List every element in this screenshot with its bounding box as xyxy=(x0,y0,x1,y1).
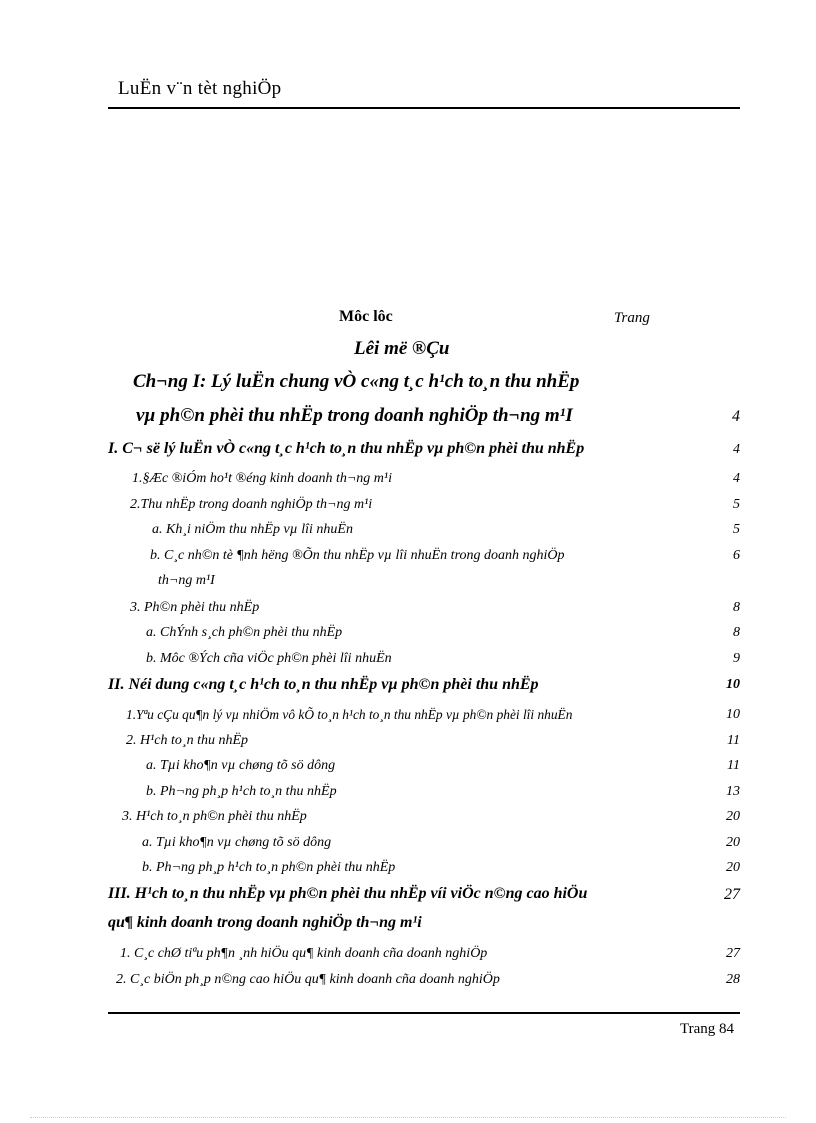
toc-section-heading: III. H¹ch to¸n thu nhËp vµ ph©n phèi thu nhËp víi viÖc n©ng cao hiÖu xyxy=(108,885,588,902)
toc-heading: Môc lôc xyxy=(339,308,393,325)
toc-page-number: 20 xyxy=(726,835,740,850)
toc-item: b. Ph¬ng ph¸p h¹ch to¸n ph©n phèi thu nhËp xyxy=(142,860,396,875)
toc-page-number: 4 xyxy=(732,408,740,425)
toc-page-column-heading: Trang xyxy=(614,310,650,326)
toc-page-number: 10 xyxy=(726,707,740,722)
toc-page-number: 20 xyxy=(726,860,740,875)
toc-page-number: 28 xyxy=(726,972,740,987)
toc-item: 2.Thu nhËp trong doanh nghiÖp th¬ng m¹i xyxy=(130,497,373,512)
toc-page-number: 8 xyxy=(733,625,740,640)
toc-section-heading: I. C¬ së lý luËn vÒ c«ng t¸c h¹ch to¸n thu nhËp vµ ph©n phèi thu nhËp xyxy=(108,440,585,457)
toc-page-number: 10 xyxy=(726,677,740,692)
toc-page-number: 8 xyxy=(733,600,740,615)
toc-section-heading-cont: qu¶ kinh doanh trong doanh nghiÖp th¬ng m¹i xyxy=(108,914,422,931)
toc-item: 3. Ph©n phèi thu nhËp xyxy=(130,600,260,615)
toc-item: b. Môc ®Ých cña viÖc ph©n phèi lîi nhuËn xyxy=(146,651,392,666)
toc-item: 1. C¸c chØ tiªu ph¶n ¸nh hiÖu qu¶ kinh doanh cña doanh nghiÖp xyxy=(120,946,488,961)
toc-item: a. Tµi kho¶n vµ chøng tõ sö dông xyxy=(142,835,332,850)
toc-chapter-line-2: vµ ph©n phèi thu nhËp trong doanh nghiÖp th¬ng m¹I xyxy=(136,405,573,426)
toc-item: a. ChÝnh s¸ch ph©n phèi thu nhËp xyxy=(146,625,343,640)
toc-item: 2. C¸c biÖn ph¸p n©ng cao hiÖu qu¶ kinh doanh cña doanh nghiÖp xyxy=(116,972,500,987)
header-rule xyxy=(108,107,740,109)
toc-item: 3. H¹ch to¸n ph©n phèi thu nhËp xyxy=(122,809,307,824)
footer-page-number: Trang 84 xyxy=(680,1021,735,1037)
toc-page-number: 27 xyxy=(726,946,740,961)
page-bottom-dotted-edge xyxy=(30,1117,786,1118)
toc-item: b. C¸c nh©n tè ¶nh hëng ®Õn thu nhËp vµ lîi nhuËn trong doanh nghiÖp xyxy=(150,548,565,563)
toc-item: th¬ng m¹I xyxy=(158,573,215,588)
toc-page-number: 27 xyxy=(724,886,740,903)
toc-page-number: 4 xyxy=(733,442,740,457)
toc-page-number: 11 xyxy=(727,758,740,773)
toc-item: a. Kh¸i niÖm thu nhËp vµ lîi nhuËn xyxy=(152,522,353,537)
toc-intro-heading: Lêi më ®Çu xyxy=(354,338,450,359)
toc-item: b. Ph¬ng ph¸p h¹ch to¸n thu nhËp xyxy=(146,784,337,799)
toc-item: 1.Yªu cÇu qu¶n lý vµ nhiÖm vô kÕ to¸n h¹ch to¸n thu nhËp vµ ph©n phèi lîi nhuËn xyxy=(126,707,573,722)
toc-page-number: 9 xyxy=(733,651,740,666)
toc-page-number: 13 xyxy=(726,784,740,799)
running-header-title: LuËn v¨n tèt nghiÖp xyxy=(118,78,282,99)
toc-item: 1.§Æc ®iÓm ho¹t ®éng kinh doanh th¬ng m¹i xyxy=(132,471,392,486)
toc-page-number: 6 xyxy=(733,548,740,563)
toc-page-number: 11 xyxy=(727,733,740,748)
toc-page-number: 20 xyxy=(726,809,740,824)
toc-item: a. Tµi kho¶n vµ chøng tõ sö dông xyxy=(146,758,336,773)
toc-item: 2. H¹ch to¸n thu nhËp xyxy=(126,733,249,748)
toc-section-heading: II. Néi dung c«ng t¸c h¹ch to¸n thu nhËp vµ ph©n phèi thu nhËp xyxy=(108,676,539,693)
toc-page-number: 4 xyxy=(733,471,740,486)
footer-rule xyxy=(108,1012,740,1014)
toc-page-number: 5 xyxy=(733,522,740,537)
toc-page-number: 5 xyxy=(733,497,740,512)
toc-chapter-line-1: Ch¬ng I: Lý luËn chung vÒ c«ng t¸c h¹ch to¸n thu nhËp xyxy=(133,371,580,392)
